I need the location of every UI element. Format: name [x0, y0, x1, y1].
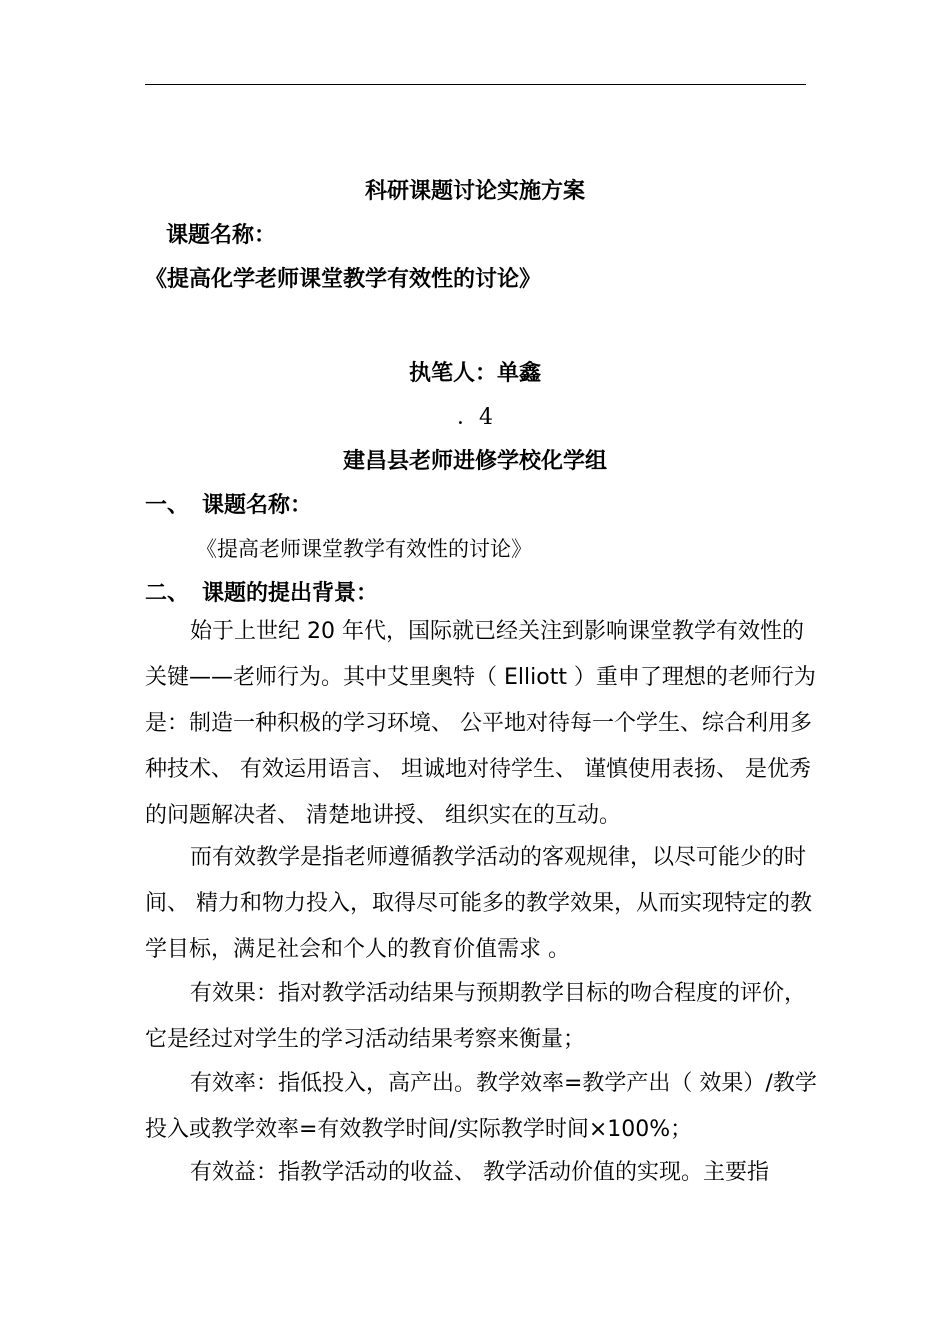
paragraph-2: 而有效教学是指老师遵循教学活动的客观规律，以尽可能少的时间、 精力和物力投入，取得尽可能多的教学效果，从而实现特定的教学目标，满足社会和个人的教育价值需求 。 — [145, 845, 812, 962]
paragraph-5: 有效益：指教学活动的收益、 教学活动价值的实现。主要指 — [190, 1160, 769, 1185]
paragraph-1: 始于上世纪 20 年代，国际就已经关注到影响课堂教学有效性的关键——老师行为。其中艾里奥特（ Elliott ）重申了理想的老师行为是：制造一种积极的学习环境、 公平地对待每一个学生、综合利用多种技术、 有效运用语言、 坦诚地对待学生、 谨慎使用表扬、 是优秀的问题解决者、 清楚地讲授、 组织实在的互动。 — [145, 619, 816, 828]
document-title: 科研课题讨论实施方案 — [364, 179, 585, 204]
author-line: 执笔人：单鑫 — [408, 361, 541, 386]
date-line: ．4 — [457, 405, 493, 430]
section-2-label: 课题的提出背景： — [202, 581, 379, 606]
paragraph-4: 有效率：指低投入，高产出。教学效率=教学产出（ 效果）/教学投入或教学效率=有效教学时间/实际教学时间×100%； — [145, 1071, 817, 1142]
paragraph-3: 有效果：指对教学活动结果与预期教学目标的吻合程度的评价，它是经过对学生的学习活动结果考察来衡量； — [145, 981, 807, 1052]
organization-line: 建昌县老师进修学校化学组 — [342, 449, 607, 474]
section-1-number: 一、 — [145, 493, 190, 518]
section-2-number: 二、 — [145, 581, 190, 606]
section-1-label: 课题名称： — [202, 493, 313, 518]
section-2-heading — [145, 576, 378, 607]
section-1-heading — [145, 488, 312, 519]
subject-title: 《提高化学老师课堂教学有效性的讨论》 — [145, 267, 542, 292]
section-1-text: 《提高老师课堂教学有效性的讨论》 — [196, 537, 532, 561]
header-rule — [145, 84, 806, 85]
subject-label: 课题名称： — [166, 223, 277, 248]
